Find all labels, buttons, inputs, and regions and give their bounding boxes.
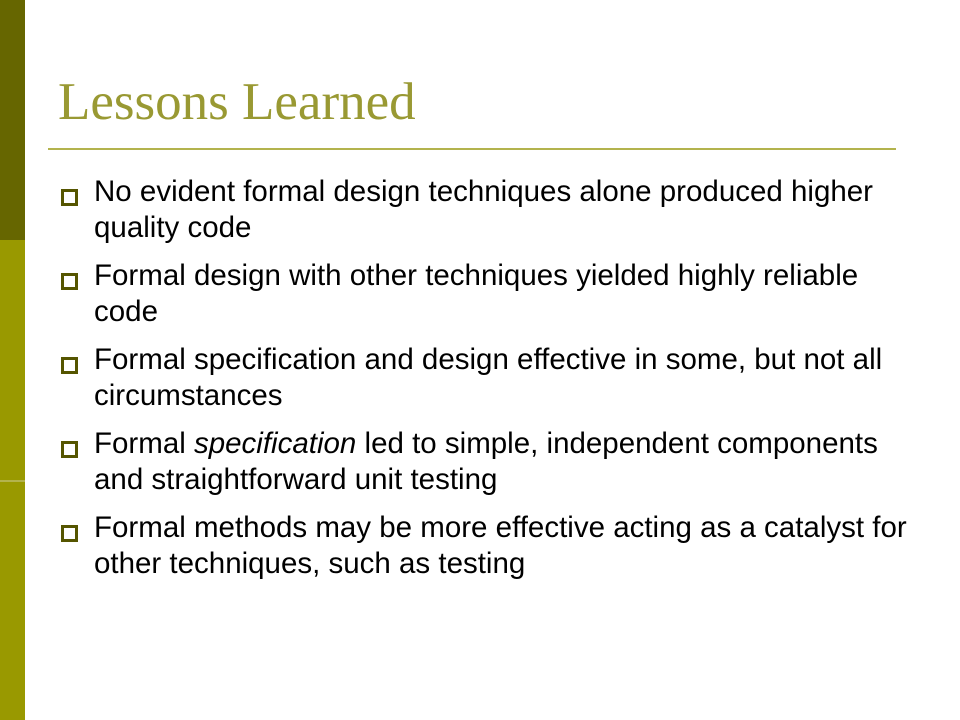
- bullet-list: [60, 174, 910, 594]
- bullet-text: [94, 175, 873, 244]
- hollow-square-bullet-icon: [61, 273, 78, 290]
- bullet-text-part: Formal methods may be more effective acting as a catalyst for other techniques, such as testing: [94, 511, 907, 580]
- title-underline-rule: [48, 148, 896, 150]
- bullet-item: [60, 174, 910, 246]
- bullet-item: [60, 258, 910, 330]
- bullet-text: [94, 427, 878, 496]
- hollow-square-bullet-icon: [61, 441, 78, 458]
- bullet-text: [94, 259, 858, 328]
- hollow-square-bullet-icon: [61, 525, 78, 542]
- side-stripe: [0, 0, 25, 720]
- side-stripe-bottom-segment: [0, 480, 25, 720]
- bullet-item: [60, 426, 910, 498]
- bullet-text-emphasis: specification: [193, 427, 357, 460]
- bullet-item: [60, 342, 910, 414]
- side-stripe-middle-segment: [0, 240, 25, 480]
- bullet-text-part: led to simple, independent components and straightforward unit testing: [94, 427, 878, 496]
- bullet-text-part: Formal specification and design effective in some, but not all circumstances: [94, 343, 883, 412]
- bullet-text-part: No evident formal design techniques alone produced higher quality code: [94, 175, 873, 244]
- bullet-text: [94, 511, 907, 580]
- side-stripe-dark-segment: [0, 0, 25, 240]
- slide-title: Lessons Learned: [58, 73, 416, 131]
- bullet-item: [60, 510, 910, 582]
- bullet-text-part: Formal: [94, 427, 194, 460]
- hollow-square-bullet-icon: [61, 357, 78, 374]
- hollow-square-bullet-icon: [61, 189, 78, 206]
- bullet-text: [94, 343, 882, 412]
- bullet-text-part: Formal design with other techniques yielded highly reliable code: [94, 259, 859, 328]
